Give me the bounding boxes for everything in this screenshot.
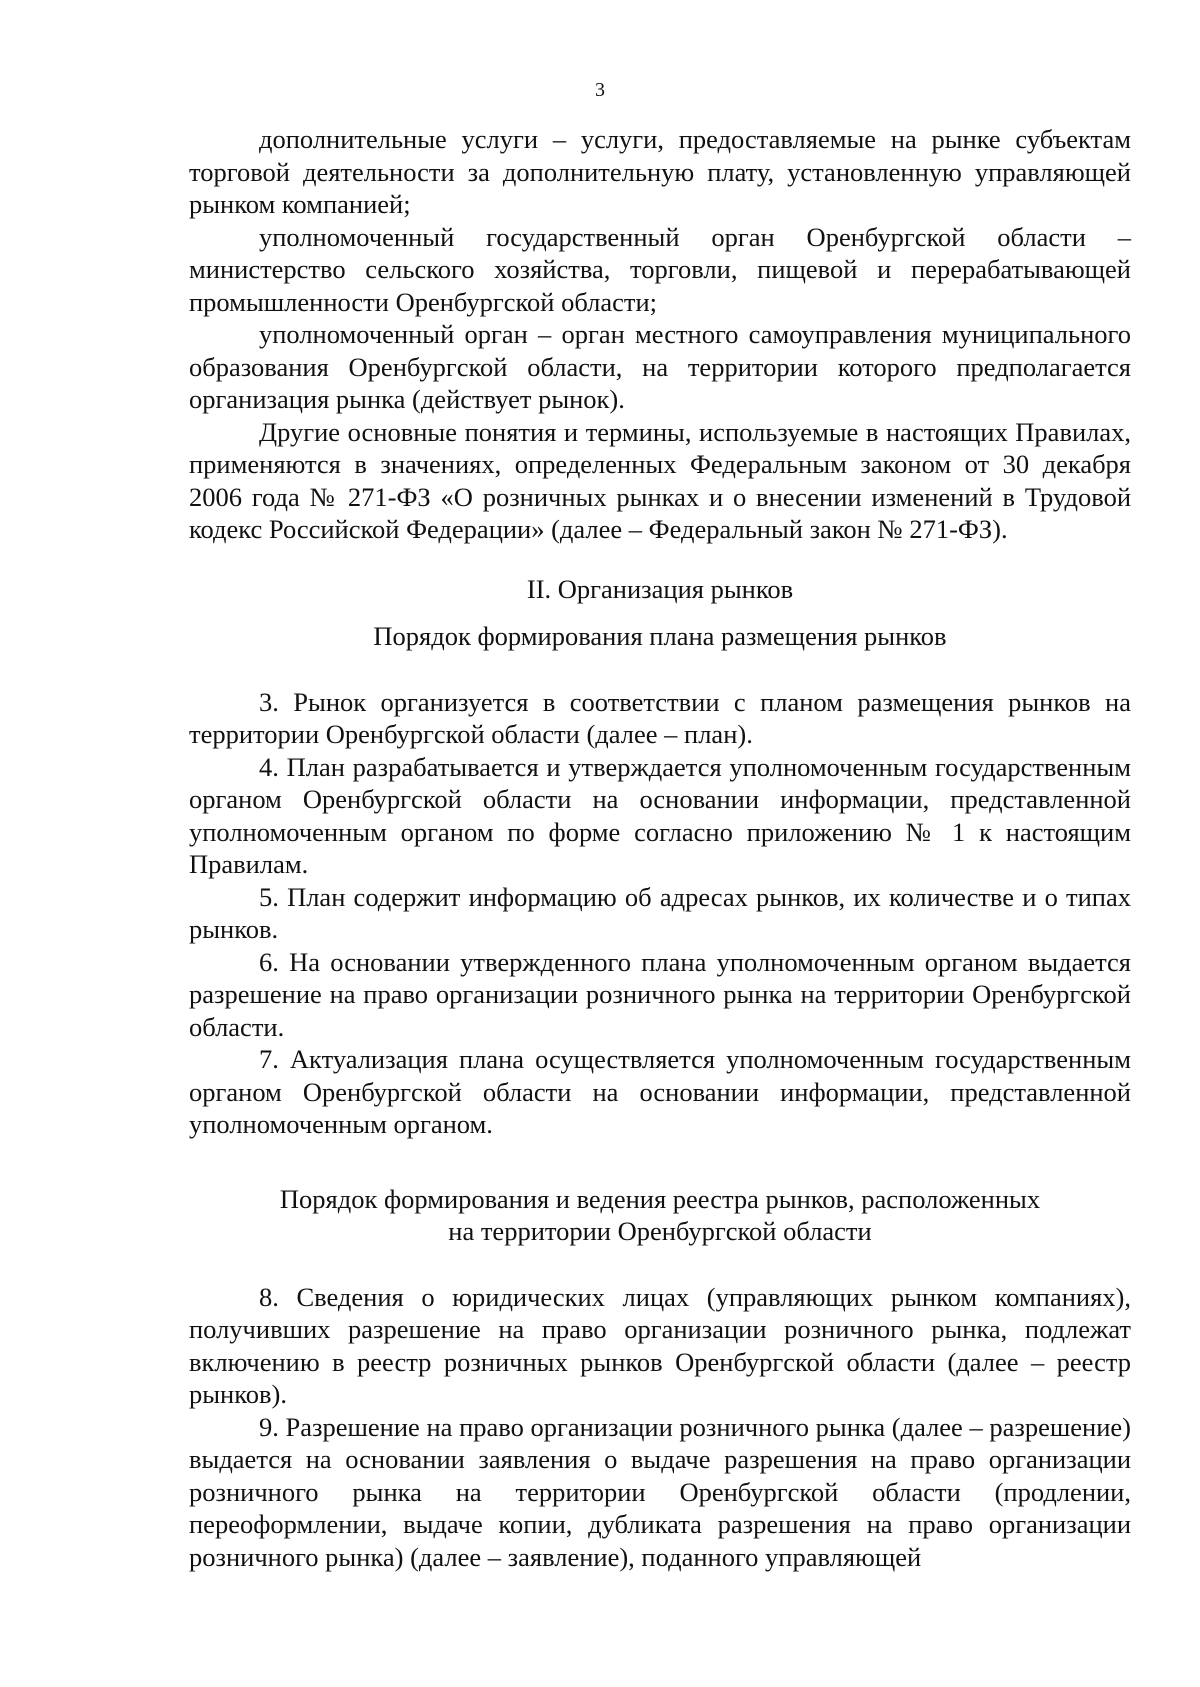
subsection-heading-registry-line-1: Порядок формирования и ведения реестра рынков, расположенных <box>279 1183 1041 1214</box>
subsection-heading-registry <box>189 1183 1131 1248</box>
paragraph-item-5: 5. План содержит информацию об адресах рынков, их количестве и о типах рынков. <box>189 881 1131 944</box>
paragraph-item-8: 8. Сведения о юридических лицах (управляющих рынком компаниях), получивших разрешение на право организации розничного рынка, подлежат включению в реестр розничных рынков Оренбургской области (далее – реестр рынков). <box>189 1281 1131 1409</box>
paragraph-definition-authorized-body: уполномоченный орган – орган местного самоуправления муниципального образования Оренбургской области, на территории которого предполагается организация рынка (действует рынок). <box>189 319 1131 414</box>
section-heading: II. Организация рынков <box>526 573 794 604</box>
paragraph-other-terms: Другие основные понятия и термины, используемые в настоящих Правилах, применяются в значениях, определенных Федеральным законом от 30 декабря 2006 года № 271-ФЗ «О розничных рынках и о внесении изменений в Трудовой кодекс Российской Федерации» (далее – Федеральный закон № 271-ФЗ). <box>189 416 1131 544</box>
paragraph-item-9: 9. Разрешение на право организации розничного рынка (далее – разрешение) выдается на основании заявления о выдаче разрешения на право организации розничного рынка на территории Оренбургской области (продлении, переоформлении, выдаче копии, дубликата разрешения на право организации розничного рынка) (далее – заявление), поданного управляющей <box>189 1411 1131 1572</box>
subsection-heading-registry-line-2: на территории Оренбургской области <box>448 1216 872 1246</box>
subsection-heading-plan: Порядок формирования плана размещения рынков <box>373 621 947 651</box>
paragraph-item-7: 7. Актуализация плана осуществляется уполномоченным государственным органом Оренбургской области на основании информации, представленной уполномоченным органом. <box>189 1044 1131 1139</box>
paragraph-definition-additional-services: дополнительные услуги – услуги, предоставляемые на рынке субъектам торговой деятельности за дополнительную плату, установленную управляющей рынком компанией; <box>189 124 1131 219</box>
document-body <box>189 123 1131 1573</box>
paragraph-item-4: 4. План разрабатывается и утверждается уполномоченным государственным органом Оренбургской области на основании информации, представленной уполномоченным органом по форме согласно приложению № 1 к настоящим Правилам. <box>189 751 1131 879</box>
paragraph-item-6: 6. На основании утвержденного плана уполномоченным органом выдается разрешение на право организации розничного рынка на территории Оренбургской области. <box>189 946 1131 1042</box>
paragraph-definition-state-body: уполномоченный государственный орган Оренбургской области – министерство сельского хозяйства, торговли, пищевой и перерабатывающей промышленности Оренбургской области; <box>189 221 1131 317</box>
paragraph-item-3: 3. Рынок организуется в соответствии с планом размещения рынков на территории Оренбургской области (далее – план). <box>189 686 1131 749</box>
page-number: 3 <box>595 79 605 101</box>
